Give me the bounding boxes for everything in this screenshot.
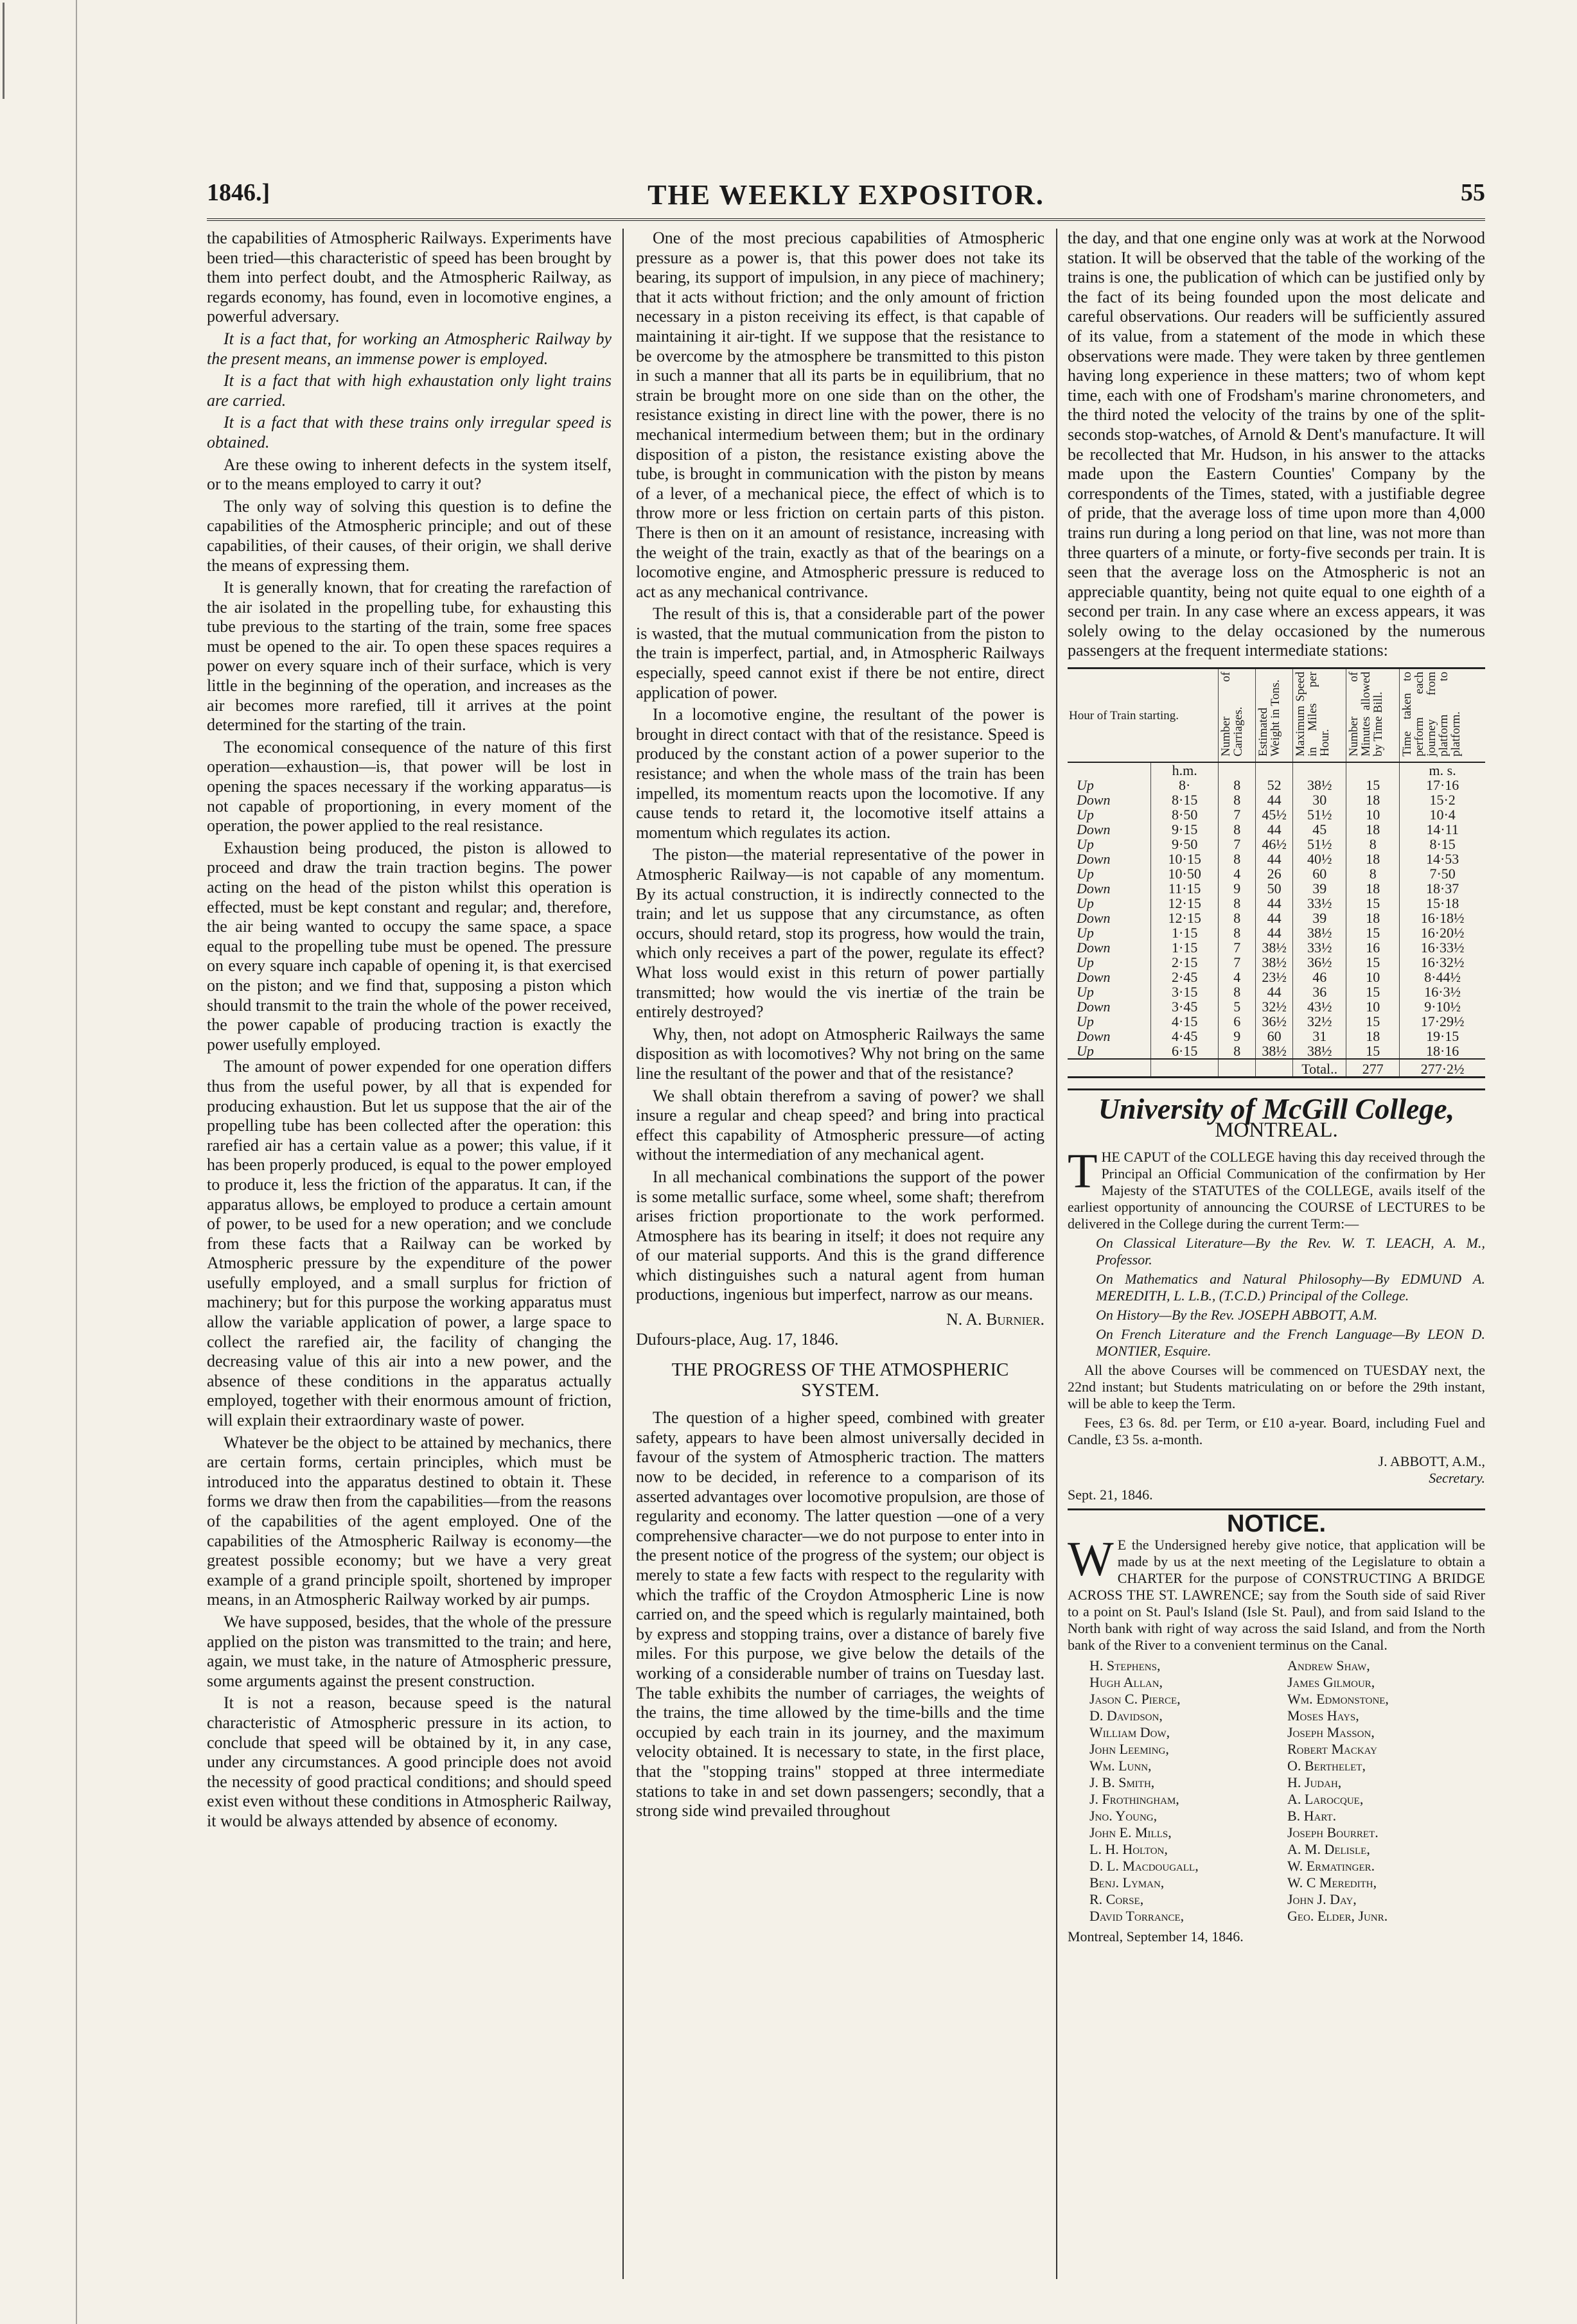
table-cell: 17·29½ xyxy=(1400,1014,1485,1029)
signatory-name: D. Davidson, xyxy=(1089,1707,1163,1724)
header-year: 1846.] xyxy=(207,179,270,206)
article-paragraph: The economical consequence of the nature of this first operation—exhaustion—is, that power will be lost in opening the spaces necessary if the working apparatus—is not capable of proportioning, in every moment of the operation, the power applied to the real resistance. xyxy=(207,737,612,835)
table-cell: 3·15 xyxy=(1150,984,1219,999)
table-cell: 8· xyxy=(1150,778,1219,792)
table-cell: Up xyxy=(1077,836,1094,853)
table-row xyxy=(1068,1044,1485,1059)
table-cell: 18 xyxy=(1346,792,1400,807)
table-cell: 16·18½ xyxy=(1400,911,1485,925)
table-cell: 51½ xyxy=(1293,837,1346,852)
signatory-name: W. Ermatinger. xyxy=(1287,1857,1375,1874)
table-cell: 8 xyxy=(1219,792,1256,807)
table-cell: 15 xyxy=(1346,778,1400,792)
table-cell: Down xyxy=(1077,1028,1111,1045)
header-title: THE WEEKLY EXPOSITOR. xyxy=(648,179,1044,211)
table-cell: 44 xyxy=(1256,925,1293,940)
article-paragraph: It is a fact that with high exhaustation only light trains are carried. xyxy=(207,371,612,410)
signatory-name: Benj. Lyman, xyxy=(1089,1874,1165,1891)
table-cell: 9·15 xyxy=(1150,822,1219,837)
signatory-name: Andrew Shaw, xyxy=(1287,1657,1370,1673)
table-cell: 4 xyxy=(1219,970,1256,984)
signatory-name: J. B. Smith, xyxy=(1089,1774,1155,1790)
drop-cap: W xyxy=(1068,1532,1114,1586)
table-cell: 18·37 xyxy=(1400,881,1485,896)
signatory-name: Geo. Elder, Junr. xyxy=(1287,1907,1388,1924)
table-cell: 8 xyxy=(1219,822,1256,837)
article-paragraph: Why, then, not adopt on Atmospheric Railways the same disposition as with locomotives? Why not bring on the same line the resultant of the power and that of the resistance? xyxy=(636,1024,1044,1083)
table-cell: 26 xyxy=(1256,866,1293,881)
table-row xyxy=(1068,911,1485,925)
table-cell: 8 xyxy=(1219,1044,1256,1059)
notice-title: NOTICE. xyxy=(1068,1508,1485,1534)
signatory-name: R. Corse, xyxy=(1089,1891,1144,1907)
signatory-name: Hugh Allan, xyxy=(1089,1673,1163,1690)
table-cell: 15 xyxy=(1346,1044,1400,1059)
table-cell: 10 xyxy=(1346,970,1400,984)
table-total-taken: 277·2½ xyxy=(1400,1059,1485,1078)
table-cell: 15 xyxy=(1346,984,1400,999)
signatory-name: Joseph Masson, xyxy=(1287,1724,1375,1740)
article-paragraph: The amount of power expended for one operation differs thus from the useful power, by all that is expended for producing exhaustion. But let us suppose that the air of the propelling tube has been collected after the operation: this rarefied air has a certain value as a power; this value, if it has been properly produced, is equal to the power employed to produce it, less the friction of the apparatus. It can, if the apparatus allows, be employed to produce a certain amount of power, to be used for a new operation; and we conclude from these facts that a Railway can be worked by Atmospheric pressure by the expenditure of the power usefully employed, and a small surplus for friction of machinery; but for this purpose the working apparatus must allow the variable application of power, a large space to collect the rarefied air, the facility of changing the decreasing value of this air into a new power, and the absence of these conditions in the apparatus actually employed, together with their enormous amount of friction, will explain their extraordinary waste of power. xyxy=(207,1057,612,1430)
article-paragraph: Are these owing to inherent defects in the system itself, or to the means employed to carry it out? xyxy=(207,455,612,494)
table-cell: 15 xyxy=(1346,896,1400,911)
table-cell: 11·15 xyxy=(1150,881,1219,896)
table-row xyxy=(1068,822,1485,837)
table-cell: 4 xyxy=(1219,866,1256,881)
table-cell: 8 xyxy=(1219,911,1256,925)
signatory-name: D. L. Macdougall, xyxy=(1089,1857,1199,1874)
table-row xyxy=(1068,896,1485,911)
notice-date: Montreal, September 14, 1846. xyxy=(1068,1928,1244,1944)
table-cell: 17·16 xyxy=(1400,778,1485,792)
table-row xyxy=(1068,881,1485,896)
table-cell: 5 xyxy=(1219,999,1256,1014)
table-cell: 46½ xyxy=(1256,837,1293,852)
table-cell: 40½ xyxy=(1293,852,1346,866)
section-title: THE PROGRESS OF THE ATMOSPHERIC SYSTEM. xyxy=(671,1359,1009,1401)
table-cell: 14·53 xyxy=(1400,852,1485,866)
table-cell: 39 xyxy=(1293,881,1346,896)
signatory-name: Joseph Bourret. xyxy=(1287,1824,1379,1840)
table-cell: 31 xyxy=(1293,1029,1346,1044)
table-cell: 8·15 xyxy=(1150,792,1219,807)
table-cell: 60 xyxy=(1256,1029,1293,1044)
table-cell: 7 xyxy=(1219,837,1256,852)
table-row xyxy=(1068,807,1485,822)
article-paragraph: We have supposed, besides, that the whole of the pressure applied on the piston was transmitted to the train; and here, again, we must take, in the nature of Atmospheric pressure, some arguments against the present construction. xyxy=(207,1612,612,1690)
table-cell: 9·50 xyxy=(1150,837,1219,852)
table-cell: 9·10½ xyxy=(1400,999,1485,1014)
table-row xyxy=(1068,970,1485,984)
lecture-entry: On French Literature and the French Language—By LEON D. MONTIER, Esquire. xyxy=(1096,1326,1485,1359)
table-cell: 15·18 xyxy=(1400,896,1485,911)
article-paragraph: The result of this is, that a considerable part of the power is wasted, that the mutual communication from the piston to the train is imperfect, partial, and, in Atmospheric Railways especially, speed cannot exist if there be not entire, direct application of power. xyxy=(636,604,1044,702)
article-paragraph: Exhaustion being produced, the piston is allowed to proceed and draw the train traction begins. The power acting on the head of the piston whilst this operation is effected, must be kept constant and regular; and, therefore, the air being wanted to occupy the same space, a space equal to the propelling tube must be opened. The pressure on every square inch capable of opening it, is that exercised on the piston; and we find that, supposing a piston which should transmit to the train the whole of the power received, the power capable of producing traction is exactly the power usefully employed. xyxy=(207,838,612,1054)
table-total-allowed: 277 xyxy=(1346,1059,1400,1078)
table-cell: 10·15 xyxy=(1150,852,1219,866)
table-cell: 36½ xyxy=(1256,1014,1293,1029)
table-cell: 33½ xyxy=(1293,896,1346,911)
table-cell: 52 xyxy=(1256,778,1293,792)
table-cell: 18·16 xyxy=(1400,1044,1485,1059)
article-paragraph: In all mechanical combinations the support of the power is some metallic surface, some wheel, some shaft; therefrom arises friction proportionate to the work performed. Atmosphere has its bearing in itself; it does not require any of our material supports. And this is the grand difference which distinguishes such a natural agent from human productions, ingenious but imperfect, narrow as our means. xyxy=(636,1167,1044,1304)
table-cell: 16 xyxy=(1346,940,1400,955)
article-paragraph: The question of a higher speed, combined with greater safety, appears to have been almost universally decided in favour of the system of Atmospheric traction. The matters now to be decided, in reference to a comparison of its asserted advantages over locomotive propulsion, are those of regularity and economy. The latter question —one of a very comprehensive character—we do not purpose to enter into in the present notice of the progress of the system; our object is merely to state a few facts with respect to the regularity with which the traffic of the Croydon Atmospheric Line is now carried on, and the speed which is regularly maintained, both by express and stopping trains, over a distance of barely five miles. For this purpose, we give below the details of the working of a considerable number of trains on Tuesday last. The table exhibits the number of carriages, the weights of the trains, the time allowed by the time-bills and the time occupied by each train in its journey, and the maximum velocity obtained. It is necessary to state, in the first place, that the "stopping trains" stopped at three intermediate stations to take in and set down passengers; secondly, that a strong side wind prevailed throughout xyxy=(636,1408,1044,1821)
table-cell: 2·15 xyxy=(1150,955,1219,970)
table-header-cell: Estimated Weight in Tons. xyxy=(1256,668,1293,763)
table-cell: 15 xyxy=(1346,1014,1400,1029)
article-paragraph: The piston—the material representative of the power in Atmospheric Railway—is not capable of any momentum. By its actual construction, it is indirectly connected to the train; and let us suppose that any circumstance, as often occurs, should retard, stop its progress, how would the train, which only receives a part of the power, regulate its effect? What loss would exist in this return of power partially transmitted; how would the vis inertiæ of the train be entirely destroyed? xyxy=(636,845,1044,1022)
table-cell: 8 xyxy=(1219,984,1256,999)
table-cell: 51½ xyxy=(1293,807,1346,822)
table-cell: 12·15 xyxy=(1150,911,1219,925)
notice-text: E the Undersigned hereby give notice, that application will be made by us at the next meeting of the Legislature to obtain a CHARTER for the purpose of CONSTRUCTING A BRIDGE ACROSS THE ST. LAWRENCE; say from the South side of said River to a point on St. Paul's Island (Isle St. Paul), and from said Island to the North bank with right of way across the said Island, and from the North bank of the River to a convenient terminus on the Canal. xyxy=(1068,1536,1485,1653)
table-cell: 2·45 xyxy=(1150,970,1219,984)
advert-subtitle: MONTREAL. xyxy=(1215,1118,1338,1142)
table-cell: 16·3½ xyxy=(1400,984,1485,999)
article-paragraph: It is not a reason, because speed is the natural characteristic of Atmospheric pressure in its action, to conclude that speed will be obtained by it, in any case, under any circumstances. A good principle does not avoid the necessity of good practical conditions; and should speed exist even without these conditions in Atmospheric Railway, it would be always attended by absence of economy. xyxy=(207,1693,612,1830)
table-cell: Down xyxy=(1077,792,1111,808)
table-cell: Up xyxy=(1077,925,1094,941)
table-total-label: Total.. xyxy=(1293,1059,1346,1078)
signatory-name: O. Berthelet, xyxy=(1287,1757,1366,1774)
table-row xyxy=(1068,925,1485,940)
table-cell: 43½ xyxy=(1293,999,1346,1014)
table-cell: 30 xyxy=(1293,792,1346,807)
article-paragraph: Whatever be the object to be attained by mechanics, there are certain forms, certain principles, which must be introduced into the apparatus destined to obtain it. These forms we draw then from the capabilities—from the reasons of the capabilities of the agent employed. One of the capabilities of the Atmospheric Railway is economy—the greatest possible economy; but we have a very great example of a grand principle spoilt, shortened by improper means, in an Atmospheric Railway worked by air pumps. xyxy=(207,1433,612,1609)
advert-signature: J. ABBOTT, A.M., xyxy=(1378,1453,1485,1470)
table-cell: 45 xyxy=(1293,822,1346,837)
table-unit: m. s. xyxy=(1400,762,1485,778)
page-header xyxy=(207,179,1485,221)
table-cell: 1·15 xyxy=(1150,925,1219,940)
table-cell: Up xyxy=(1077,807,1094,823)
table-cell: 50 xyxy=(1256,881,1293,896)
author-signature: N. A. Burnier. xyxy=(946,1310,1044,1329)
table-cell: 4·45 xyxy=(1150,1029,1219,1044)
signatory-name: Moses Hays, xyxy=(1287,1707,1359,1724)
advert-date: Sept. 21, 1846. xyxy=(1068,1487,1153,1503)
table-cell: 15 xyxy=(1346,925,1400,940)
header-page-number: 55 xyxy=(1461,179,1485,206)
signatory-name: B. Hart. xyxy=(1287,1807,1337,1824)
table-cell: 10·4 xyxy=(1400,807,1485,822)
table-cell: 7 xyxy=(1219,955,1256,970)
train-timing-table xyxy=(1068,667,1485,1078)
table-cell: 18 xyxy=(1346,881,1400,896)
table-header-cell: Hour of Train starting. xyxy=(1068,668,1219,763)
table-cell: Up xyxy=(1077,866,1094,882)
signatory-name: John J. Day, xyxy=(1287,1891,1357,1907)
table-cell: 8 xyxy=(1346,837,1400,852)
table-cell: 36 xyxy=(1293,984,1346,999)
table-cell: 44 xyxy=(1256,911,1293,925)
table-cell: 38½ xyxy=(1293,1044,1346,1059)
table-cell: 16·20½ xyxy=(1400,925,1485,940)
signatory-name: William Dow, xyxy=(1089,1724,1170,1740)
table-cell: 38½ xyxy=(1256,940,1293,955)
table-cell: Down xyxy=(1077,999,1111,1015)
lecture-entry: On Mathematics and Natural Philosophy—By EDMUND A. MEREDITH, L. L.B., (T.C.D.) Principal of the College. xyxy=(1096,1271,1485,1304)
table-cell: 44 xyxy=(1256,852,1293,866)
signatory-name: David Torrance, xyxy=(1089,1907,1185,1924)
notice-paragraph xyxy=(1068,1532,1485,1654)
table-cell: 1·15 xyxy=(1150,940,1219,955)
column-2 xyxy=(636,229,1044,2279)
article-paragraph: It is a fact that with these trains only irregular speed is obtained. xyxy=(207,413,612,451)
advert-paragraph xyxy=(1068,1144,1485,1232)
signatory-name: W. C Meredith, xyxy=(1287,1874,1377,1891)
table-cell: 16·32½ xyxy=(1400,955,1485,970)
table-cell: 18 xyxy=(1346,911,1400,925)
table-cell: 44 xyxy=(1256,984,1293,999)
table-cell: 6 xyxy=(1219,1014,1256,1029)
table-header-cell: Number of Minutes allowed by Time Bill. xyxy=(1346,668,1400,763)
article-paragraph: the day, and that one engine only was at work at the Norwood station. It will be observed that the table of the working of the trains is one, the publication of which can be justified only by the fact of its being founded upon the most delicate and careful observations. Our readers will be sufficiently assured of its value, from a statement of the mode in which these observations were made. They were taken by three gentlemen having long experience in these matters; two of whom kept time, each with one of Frodsham's marine chronometers, and the third noted the velocity of the trains by one of the split-seconds stop-watches, of Arnold & Dent's manufacture. It will be recollected that Mr. Hudson, in his answer to the attacks made upon the Eastern Counties' Company by the correspondents of the Times, stated, with a justifiable degree of pride, that the average loss of time upon more than 4,000 trains run during a long period on that line, was not more than three quarters of a minute, or forty-five seconds per train. It is seen that the average loss on the Atmospheric is not an appreciable quantity, being not quite equal to one eighth of a second per train. In any case where an excess appears, it was solely owing to the delay occasioned by the numerous passengers at the frequent intermediate stations: xyxy=(1068,229,1485,660)
table-cell: 4·15 xyxy=(1150,1014,1219,1029)
table-cell: 7 xyxy=(1219,807,1256,822)
table-cell: 8 xyxy=(1219,925,1256,940)
advert-title: University of McGill College, xyxy=(1068,1088,1485,1119)
table-total-row xyxy=(1068,1059,1485,1078)
table-row xyxy=(1068,852,1485,866)
table-cell: 39 xyxy=(1293,911,1346,925)
table-cell: Down xyxy=(1077,821,1111,838)
table-cell: 8 xyxy=(1219,778,1256,792)
table-cell: 8·44½ xyxy=(1400,970,1485,984)
table-row xyxy=(1068,778,1485,792)
table-header-cell: Time taken to perform each journey from platform to platform. xyxy=(1400,668,1485,763)
drop-cap: T xyxy=(1068,1144,1098,1199)
table-cell: 44 xyxy=(1256,822,1293,837)
binding-edge xyxy=(76,0,77,2324)
table-cell: 32½ xyxy=(1256,999,1293,1014)
table-units-row xyxy=(1068,762,1485,778)
table-cell: 23½ xyxy=(1256,970,1293,984)
table-cell: 38½ xyxy=(1256,955,1293,970)
table-unit: h.m. xyxy=(1150,762,1219,778)
table-cell: 60 xyxy=(1293,866,1346,881)
table-cell: Up xyxy=(1077,1043,1094,1060)
article-paragraph: In a locomotive engine, the resultant of the power is brought in direct contact with that of the resistance. Speed is produced by the constant action of a power superior to the resistance; and when the whole mass of the train has been impelled, its momentum reacts upon the locomotive. If any cause tends to retard it, the locomotive itself attains a momentum which regulates its action. xyxy=(636,705,1044,842)
article-dateline: Dufours-place, Aug. 17, 1846. xyxy=(636,1329,839,1349)
table-cell: 38½ xyxy=(1293,925,1346,940)
table-cell: Down xyxy=(1077,851,1111,868)
signatory-name: A. M. Delisle, xyxy=(1287,1840,1370,1857)
table-cell: 15 xyxy=(1346,955,1400,970)
table-row xyxy=(1068,955,1485,970)
table-cell: 8 xyxy=(1346,866,1400,881)
advert-text: HE CAPUT of the COLLEGE having this day received through the Principal an Official Communication of the confirmation by Her Majesty of the STATUTES of the COLLEGE, avails itself of the earliest opportunity of announcing the COURSE of LECTURES to be delivered in the College during the current Term:— xyxy=(1068,1149,1485,1232)
table-cell: 8 xyxy=(1219,852,1256,866)
table-cell: 7·50 xyxy=(1400,866,1485,881)
table-cell: Up xyxy=(1077,777,1094,794)
table-header-cell: Number of Carriages. xyxy=(1219,668,1256,763)
signatory-name: H. Judah, xyxy=(1287,1774,1342,1790)
lecture-entry: On Classical Literature—By the Rev. W. T. LEACH, A. M., Professor. xyxy=(1096,1235,1485,1268)
column-1 xyxy=(207,229,612,2279)
signatory-name: H. Stephens, xyxy=(1089,1657,1161,1673)
table-row xyxy=(1068,984,1485,999)
signatories-list xyxy=(1089,1657,1485,1925)
article-paragraph: The only way of solving this question is to define the capabilities of the Atmospheric principle; and out of these capabilities, of their causes, of their origin, we shall derive the means of expressing them. xyxy=(207,496,612,575)
table-row xyxy=(1068,940,1485,955)
article-paragraph: the capabilities of Atmospheric Railways. Experiments have been tried—this characteristic of speed has been brought by them into perfect doubt, and the Atmospheric Railway, as regards economy, has found, even in locomotive engines, a powerful adversary. xyxy=(207,229,612,326)
signatory-name: Wm. Lunn, xyxy=(1089,1757,1152,1774)
signatory-name: Wm. Edmonstone, xyxy=(1287,1690,1389,1707)
table-cell: 7 xyxy=(1219,940,1256,955)
table-cell: 3·45 xyxy=(1150,999,1219,1014)
column-3 xyxy=(1068,229,1485,2279)
table-cell: 46 xyxy=(1293,970,1346,984)
table-cell: 16·33½ xyxy=(1400,940,1485,955)
signatory-name: John Leeming, xyxy=(1089,1740,1169,1757)
signatory-name: A. Larocque, xyxy=(1287,1790,1364,1807)
article-paragraph: One of the most precious capabilities of Atmospheric pressure as a power is, that this power does not take its bearing, its support of impulsion, in any piece of machinery; that it acts without friction; and the only amount of friction necessary in a piston receiving its effect, is that capable of maintaining it air-tight. If we suppose that the resistance to be overcome by the atmosphere be transmitted to this piston in such a manner that all its parts be in equilibrium, that no strain be brought more on one side than on the other, the resistance existing in direct line with the power, there is no mechanical intermedium between them; but in the ordinary disposition of a piston, the resistance existing above the tube, is brought in communication with the piston by means of a lever, of a mechanical piece, the effect of which is to throw more or less friction on certain parts of this piston. There is then on it an amount of resistance, increasing with the weight of the train, exactly as that of the bearings on a locomotive engine, and Atmospheric pressure is reduced to act as any mechanical contrivance. xyxy=(636,229,1044,601)
table-cell: Down xyxy=(1077,969,1111,986)
table-row xyxy=(1068,866,1485,881)
table-cell: 45½ xyxy=(1256,807,1293,822)
signatory-name: John E. Mills, xyxy=(1089,1824,1172,1840)
table-cell: Up xyxy=(1077,1013,1094,1030)
advert-paragraph: Fees, £3 6s. 8d. per Term, or £10 a-year. Board, including Fuel and Candle, £3 5s. a-month. xyxy=(1068,1415,1485,1448)
table-cell: 19·15 xyxy=(1400,1029,1485,1044)
table-cell: Down xyxy=(1077,939,1111,956)
advert-paragraph: All the above Courses will be commenced on TUESDAY next, the 22nd instant; but Students matriculating on or before the 29th instant, will be able to keep the Term. xyxy=(1068,1362,1485,1412)
table-cell: Down xyxy=(1077,880,1111,897)
table-cell: 12·15 xyxy=(1150,896,1219,911)
table-cell: 38½ xyxy=(1293,778,1346,792)
table-cell: Up xyxy=(1077,895,1094,912)
signatory-name: Jason C. Pierce, xyxy=(1089,1690,1181,1707)
table-cell: 36½ xyxy=(1293,955,1346,970)
page-corner-mark xyxy=(3,3,20,99)
table-cell: 9 xyxy=(1219,1029,1256,1044)
signatory-name: Jno. Young, xyxy=(1089,1807,1158,1824)
table-cell: 32½ xyxy=(1293,1014,1346,1029)
table-row xyxy=(1068,837,1485,852)
table-cell: 6·15 xyxy=(1150,1044,1219,1059)
table-cell: 8·15 xyxy=(1400,837,1485,852)
table-cell: 18 xyxy=(1346,852,1400,866)
table-cell: 8·50 xyxy=(1150,807,1219,822)
column-rule xyxy=(1056,229,1057,2279)
article-paragraph: We shall obtain therefrom a saving of power? we shall insure a regular and cheap speed? and bring into practical effect this capability of Atmospheric pressure—of acting without the intermediation of any mechanical agent. xyxy=(636,1086,1044,1164)
table-cell: Down xyxy=(1077,910,1111,927)
table-cell: Up xyxy=(1077,984,1094,1000)
table-cell: 10 xyxy=(1346,999,1400,1014)
column-rule xyxy=(622,229,624,2279)
table-header-row xyxy=(1068,668,1485,763)
article-paragraph: It is a fact that, for working an Atmospheric Railway by the present means, an immense power is employed. xyxy=(207,329,612,368)
table-cell: 10·50 xyxy=(1150,866,1219,881)
table-cell: 9 xyxy=(1219,881,1256,896)
signatory-name: J. Frothingham, xyxy=(1089,1790,1179,1807)
article-paragraph: It is generally known, that for creating the rarefaction of the air isolated in the propelling tube, for exhausting this tube previous to the starting of the train, some free spaces must be opened to the air. To open these spaces requires a power on every square inch of their surface, which is very little in the beginning of the operation, and increases as the air becomes more rarefied, till it arrives at the point determined for the starting of the train. xyxy=(207,578,612,735)
table-cell: 18 xyxy=(1346,1029,1400,1044)
table-cell: 14·11 xyxy=(1400,822,1485,837)
signatory-name: Robert Mackay xyxy=(1287,1740,1377,1757)
table-row xyxy=(1068,1029,1485,1044)
advert-signature-title: Secretary. xyxy=(1429,1470,1485,1487)
table-row xyxy=(1068,1014,1485,1029)
table-cell: Up xyxy=(1077,954,1094,971)
table-cell: 44 xyxy=(1256,896,1293,911)
table-cell: 33½ xyxy=(1293,940,1346,955)
table-cell: 38½ xyxy=(1256,1044,1293,1059)
table-row xyxy=(1068,999,1485,1014)
table-cell: 10 xyxy=(1346,807,1400,822)
table-row xyxy=(1068,792,1485,807)
signatory-name: James Gilmour, xyxy=(1287,1673,1375,1690)
signatory-name: L. H. Holton, xyxy=(1089,1840,1168,1857)
table-cell: 15·2 xyxy=(1400,792,1485,807)
table-cell: 18 xyxy=(1346,822,1400,837)
lecture-entry: On History—By the Rev. JOSEPH ABBOTT, A.M. xyxy=(1096,1307,1378,1324)
table-cell: 8 xyxy=(1219,896,1256,911)
table-cell: 44 xyxy=(1256,792,1293,807)
table-header-cell: Maximum Speed in Miles per Hour. xyxy=(1293,668,1346,763)
